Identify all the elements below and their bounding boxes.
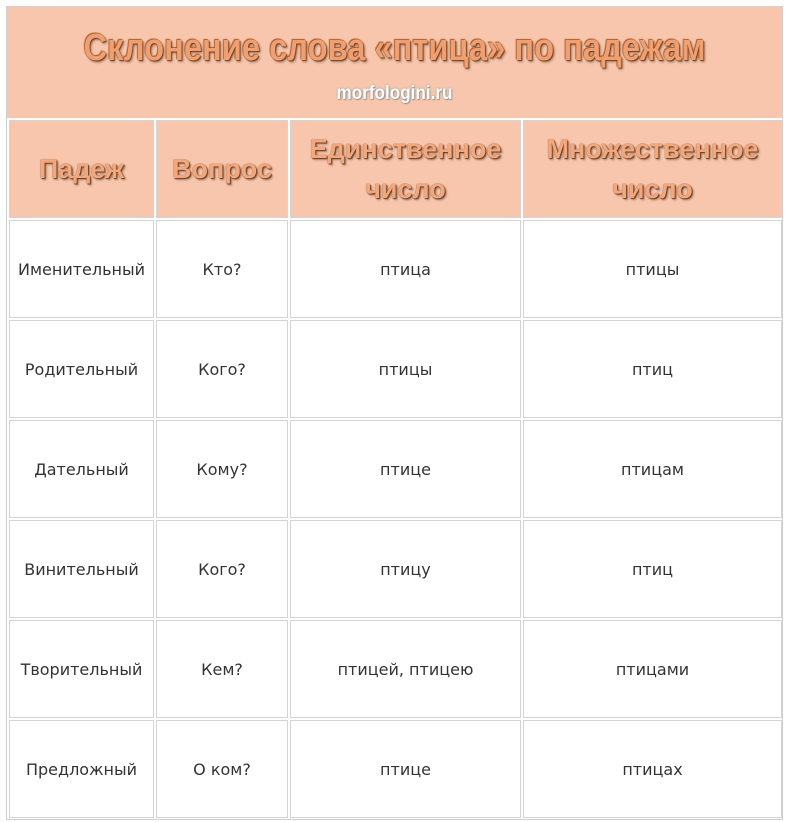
table-header-row — [9, 120, 782, 218]
question-cell: Кто? — [156, 220, 288, 318]
title-band — [7, 7, 782, 118]
question-cell: Кого? — [156, 520, 288, 618]
singular-cell: птице — [290, 720, 521, 818]
question-cell: Кем? — [156, 620, 288, 718]
page-title: Склонение слова «птица» по падежам — [83, 27, 706, 69]
site-watermark: morfologini.ru — [336, 83, 453, 104]
singular-cell: птица — [290, 220, 521, 318]
plural-cell: птиц — [523, 320, 782, 418]
singular-cell: птице — [290, 420, 521, 518]
column-header-plural: Множественное число — [523, 120, 782, 218]
plural-cell: птиц — [523, 520, 782, 618]
question-cell: О ком? — [156, 720, 288, 818]
case-cell: Винительный — [9, 520, 154, 618]
table-row — [9, 220, 782, 318]
table-row — [9, 720, 782, 818]
declension-table — [7, 118, 784, 820]
declension-card — [6, 6, 783, 820]
question-cell: Кого? — [156, 320, 288, 418]
plural-cell: птицам — [523, 420, 782, 518]
table-row — [9, 320, 782, 418]
plural-cell: птицах — [523, 720, 782, 818]
case-cell: Предложный — [9, 720, 154, 818]
case-cell: Именительный — [9, 220, 154, 318]
case-cell: Дательный — [9, 420, 154, 518]
table-row — [9, 620, 782, 718]
singular-cell: птицу — [290, 520, 521, 618]
column-header-question: Вопрос — [156, 120, 288, 218]
case-cell: Родительный — [9, 320, 154, 418]
plural-cell: птицы — [523, 220, 782, 318]
column-header-singular: Единственное число — [290, 120, 521, 218]
question-cell: Кому? — [156, 420, 288, 518]
column-header-case: Падеж — [9, 120, 154, 218]
singular-cell: птицей, птицею — [290, 620, 521, 718]
case-cell: Творительный — [9, 620, 154, 718]
singular-cell: птицы — [290, 320, 521, 418]
plural-cell: птицами — [523, 620, 782, 718]
table-row — [9, 520, 782, 618]
table-row — [9, 420, 782, 518]
